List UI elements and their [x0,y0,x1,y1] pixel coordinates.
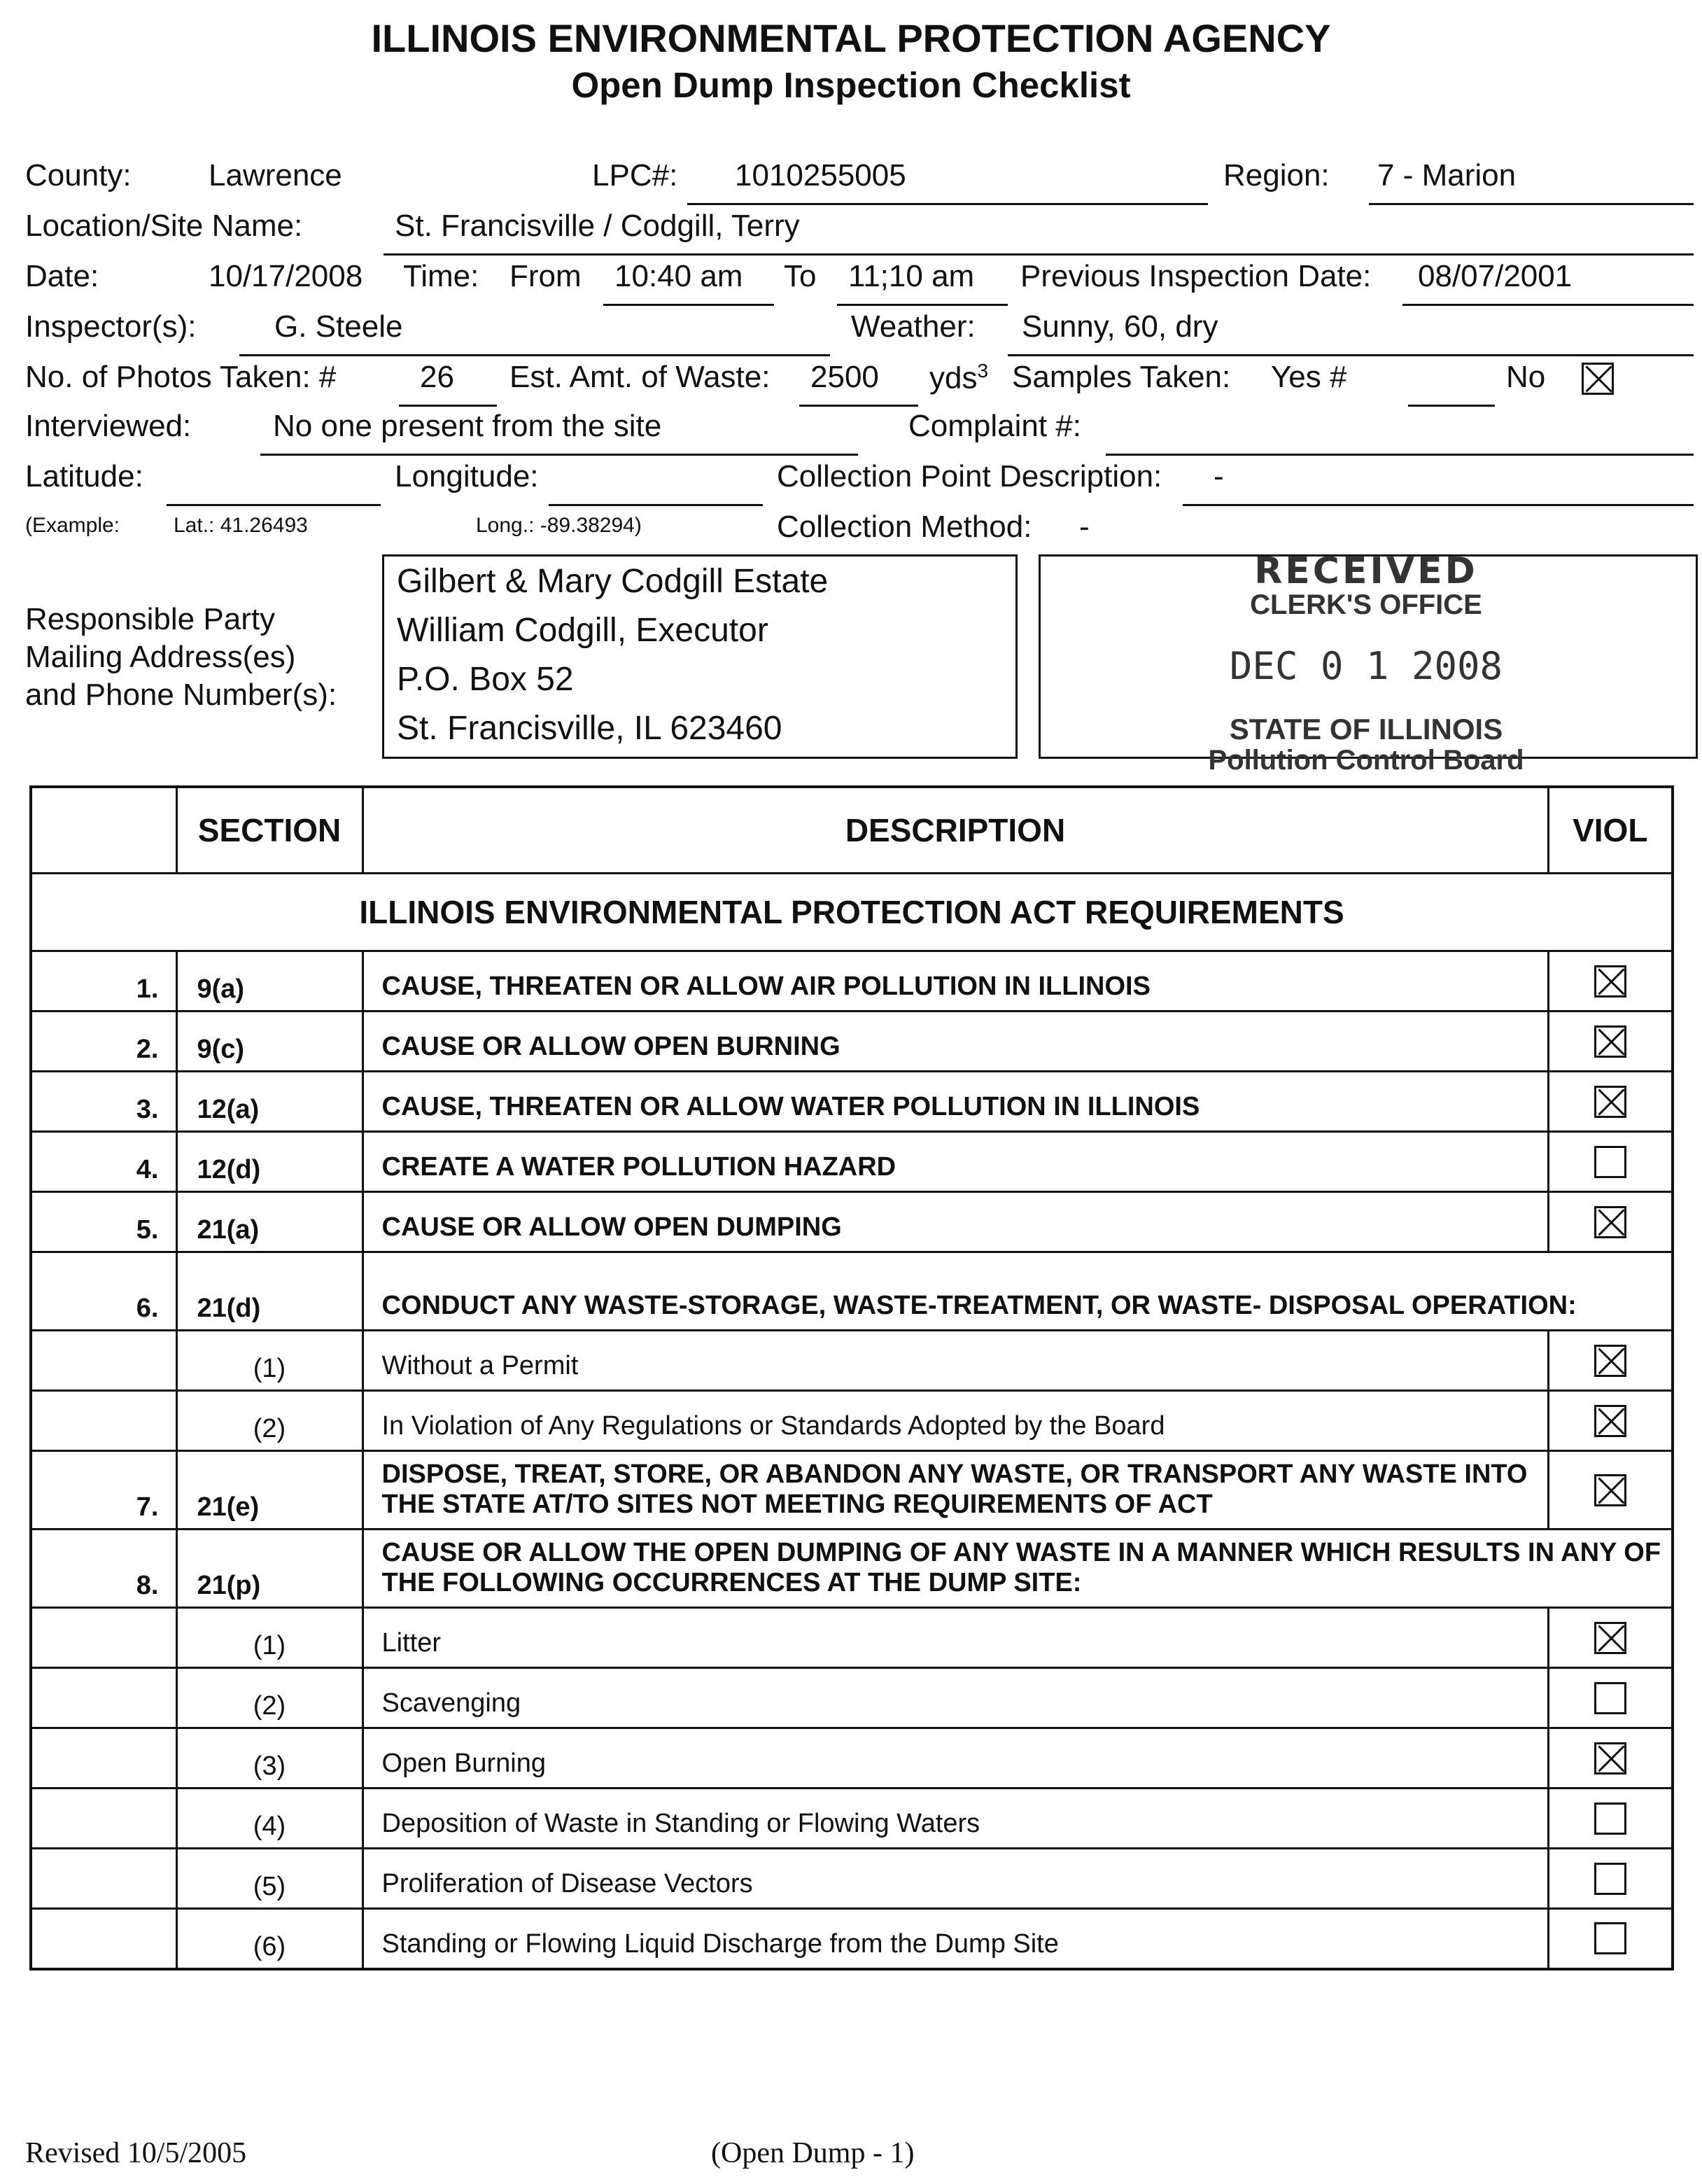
row-description: In Violation of Any Regulations or Standards Adopted by the Board [363,1391,1548,1451]
row-viol-cell [1548,1391,1673,1451]
violation-checkbox-unchecked[interactable] [1594,1922,1626,1954]
row-viol-cell [1548,1788,1673,1849]
stamp-state: STATE OF ILLINOIS [1229,713,1503,746]
longitude-underline [549,504,763,506]
violation-checkbox-checked[interactable] [1594,1405,1626,1437]
samples-no-label: No [1506,360,1546,394]
samples-no-checkbox[interactable] [1582,363,1614,395]
row-number [31,1788,176,1849]
row-viol-cell [1548,1728,1673,1788]
waste-unit [929,360,988,396]
checklist-row [31,1011,1673,1072]
lpc-value: 1010255005 [735,158,906,192]
row-number: 2. [31,1011,176,1072]
row-viol-cell [1548,1608,1673,1668]
latitude-underline [167,504,381,506]
checklist-row [31,951,1673,1011]
row-description: CREATE A WATER POLLUTION HAZARD [363,1132,1548,1192]
samples-yes-label: Yes # [1271,360,1347,394]
violation-checkbox-checked[interactable] [1594,1086,1626,1118]
responsible-party-label [25,601,337,714]
header-description: DESCRIPTION [363,787,1548,874]
row-description: Scavenging [363,1668,1548,1728]
row-viol-cell [1548,1451,1673,1530]
address-line: William Codgill, Executor [397,612,768,649]
date-value: 10/17/2008 [209,259,363,293]
collection-point-label: Collection Point Description: [777,459,1162,493]
checklist-row [31,1849,1673,1909]
stamp-board: Pollution Control Board [1208,745,1524,776]
inspector-underline [239,354,830,356]
longitude-label: Longitude: [395,459,539,493]
latitude-label: Latitude: [25,459,143,493]
row-viol-cell [1548,1849,1673,1909]
weather-underline [1008,354,1694,356]
row-subsection: (2) [176,1391,363,1451]
row-subsection: (4) [176,1788,363,1849]
responsible-party-label-line: Mailing Address(es) [25,640,296,674]
stamp-clerks-office: CLERK'S OFFICE [1250,589,1482,620]
checklist-row [31,1331,1673,1391]
row-description: DISPOSE, TREAT, STORE, OR ABANDON ANY WASTE, OR TRANSPORT ANY WASTE INTO THE STATE AT/TO SITES NOT MEETING REQUIREMENTS OF ACT [363,1451,1548,1530]
prev-inspection-underline [1402,304,1694,306]
example-label: (Example: [25,514,120,537]
row-description: CAUSE OR ALLOW OPEN DUMPING [363,1192,1548,1252]
header-number-cell [31,787,176,874]
interviewed-underline [260,454,858,456]
row-number [31,1331,176,1391]
inspector-label: Inspector(s): [25,309,197,344]
stamp-received: RECEIVED [1254,550,1478,592]
row-number [31,1728,176,1788]
row-description: Without a Permit [363,1331,1548,1391]
row-number: 4. [31,1132,176,1192]
site-value: St. Francisville / Codgill, Terry [395,209,800,243]
waste-underline [799,405,918,407]
site-label: Location/Site Name: [25,209,303,243]
row-description: Litter [363,1608,1548,1668]
row-number [31,1849,176,1909]
region-label: Region: [1223,158,1330,192]
samples-label: Samples Taken: [1012,360,1231,394]
prev-inspection-value: 08/07/2001 [1418,259,1573,293]
time-from-label: From [509,259,582,293]
row-description: Deposition of Waste in Standing or Flowing Waters [363,1788,1548,1849]
responsible-party-label-line: and Phone Number(s): [25,678,337,712]
row-number: 5. [31,1192,176,1252]
agency-title: ILLINOIS ENVIRONMENTAL PROTECTION AGENCY [371,16,1331,60]
row-subsection: (1) [176,1608,363,1668]
row-description: CAUSE OR ALLOW THE OPEN DUMPING OF ANY WASTE IN A MANNER WHICH RESULTS IN ANY OF THE FOLLOWING OCCURRENCES AT THE DUMP SITE: [363,1530,1673,1608]
row-number: 6. [31,1252,176,1331]
row-description: Standing or Flowing Liquid Discharge from the Dump Site [363,1909,1548,1969]
checklist-table [29,785,1674,1970]
collection-method-label: Collection Method: [777,510,1032,544]
region-underline [1369,203,1694,205]
violation-checkbox-checked[interactable] [1594,1345,1626,1377]
photos-value: 26 [420,360,454,394]
row-description: Open Burning [363,1728,1548,1788]
checklist-row [31,1451,1673,1530]
violation-checkbox-unchecked[interactable] [1594,1802,1626,1835]
time-to-underline [837,304,1008,306]
checklist-row [31,1530,1673,1608]
time-to-value: 11;10 am [848,259,975,293]
row-section: 12(d) [176,1132,363,1192]
violation-checkbox-checked[interactable] [1594,1622,1626,1654]
checklist-row [31,1728,1673,1788]
violation-checkbox-checked[interactable] [1594,1742,1626,1774]
row-description: CAUSE OR ALLOW OPEN BURNING [363,1011,1548,1072]
address-line: St. Francisville, IL 623460 [397,710,782,747]
row-subsection: (5) [176,1849,363,1909]
complaint-underline [1106,454,1694,456]
header-section: SECTION [176,787,363,874]
row-description: CAUSE, THREATEN OR ALLOW WATER POLLUTION IN ILLINOIS [363,1072,1548,1132]
time-to-label: To [784,259,817,293]
samples-yes-underline [1408,405,1495,407]
checklist-row [31,1668,1673,1728]
inspector-value: G. Steele [274,309,403,344]
weather-label: Weather: [851,309,976,344]
photos-underline [399,405,497,407]
checklist-row [31,1252,1673,1331]
violation-checkbox-checked[interactable] [1594,965,1626,997]
waste-label: Est. Amt. of Waste: [509,360,771,394]
checklist-row [31,1072,1673,1132]
time-label: Time: [403,259,479,293]
row-section: 9(c) [176,1011,363,1072]
page-label: (Open Dump - 1) [711,2137,915,2169]
row-viol-cell [1548,1132,1673,1192]
responsible-party-label-line: Responsible Party [25,602,276,636]
region-value: 7 - Marion [1377,158,1517,192]
row-description: CONDUCT ANY WASTE-STORAGE, WASTE-TREATMENT, OR WASTE- DISPOSAL OPERATION: [363,1252,1673,1331]
row-subsection: (6) [176,1909,363,1969]
row-number [31,1608,176,1668]
act-heading-row [31,874,1673,951]
row-subsection: (1) [176,1331,363,1391]
act-heading: ILLINOIS ENVIRONMENTAL PROTECTION ACT REQUIREMENTS [31,874,1673,951]
address-line: Gilbert & Mary Codgill Estate [397,563,829,600]
row-number: 1. [31,951,176,1011]
checklist-row [31,1391,1673,1451]
interviewed-value: No one present from the site [273,409,662,443]
responsible-party-address-box [382,554,1018,759]
row-section: 21(d) [176,1252,363,1331]
violation-checkbox-checked[interactable] [1594,1026,1626,1058]
form-title: Open Dump Inspection Checklist [571,65,1131,105]
checklist-row [31,1608,1673,1668]
checklist-row [31,1788,1673,1849]
row-section: 21(p) [176,1530,363,1608]
row-number: 3. [31,1072,176,1132]
time-from-underline [603,304,774,306]
row-description: Proliferation of Disease Vectors [363,1849,1548,1909]
collection-point-value: - [1214,459,1224,493]
table-header-row [31,787,1673,874]
row-number: 8. [31,1530,176,1608]
row-number: 7. [31,1451,176,1530]
county-label: County: [25,158,132,192]
row-subsection: (2) [176,1668,363,1728]
time-from-value: 10:40 am [614,259,743,293]
violation-checkbox-unchecked[interactable] [1594,1682,1626,1714]
row-section: 21(a) [176,1192,363,1252]
checklist-row [31,1132,1673,1192]
prev-inspection-label: Previous Inspection Date: [1020,259,1372,293]
row-viol-cell [1548,1909,1673,1969]
photos-label: No. of Photos Taken: # [25,360,337,394]
row-viol-cell [1548,1331,1673,1391]
violation-checkbox-unchecked[interactable] [1594,1146,1626,1178]
checkbox-checked-icon [1582,363,1614,395]
row-viol-cell [1548,1072,1673,1132]
example-latitude: Lat.: 41.26493 [174,514,308,537]
row-section: 21(e) [176,1451,363,1530]
date-label: Date: [25,259,99,293]
violation-checkbox-checked[interactable] [1594,1206,1626,1238]
row-viol-cell [1548,1192,1673,1252]
revised-date: Revised 10/5/2005 [25,2137,247,2169]
header-viol: VIOL [1548,787,1673,874]
waste-value: 2500 [810,360,879,394]
checklist-row [31,1192,1673,1252]
address-line: P.O. Box 52 [397,661,574,698]
waste-unit-text: yds [929,360,978,396]
row-section: 12(a) [176,1072,363,1132]
lpc-label: LPC#: [592,158,678,192]
row-section: 9(a) [176,951,363,1011]
row-number [31,1909,176,1969]
weather-value: Sunny, 60, dry [1022,309,1218,344]
waste-unit-superscript: 3 [977,360,989,382]
violation-checkbox-unchecked[interactable] [1594,1863,1626,1895]
stamp-date: DEC 0 1 2008 [1229,644,1503,688]
row-viol-cell [1548,951,1673,1011]
interviewed-label: Interviewed: [25,409,192,443]
checklist-row [31,1909,1673,1969]
row-viol-cell [1548,1668,1673,1728]
row-viol-cell [1548,1011,1673,1072]
row-subsection: (3) [176,1728,363,1788]
complaint-label: Complaint #: [908,409,1082,443]
county-value: Lawrence [209,158,342,192]
row-number [31,1668,176,1728]
site-underline [384,253,1694,255]
collection-point-underline [1183,504,1694,506]
lpc-underline [687,203,1208,205]
row-number [31,1391,176,1451]
collection-method-value: - [1079,510,1090,544]
violation-checkbox-checked[interactable] [1594,1474,1626,1506]
row-description: CAUSE, THREATEN OR ALLOW AIR POLLUTION IN ILLINOIS [363,951,1548,1011]
example-longitude: Long.: -89.38294) [476,514,642,537]
